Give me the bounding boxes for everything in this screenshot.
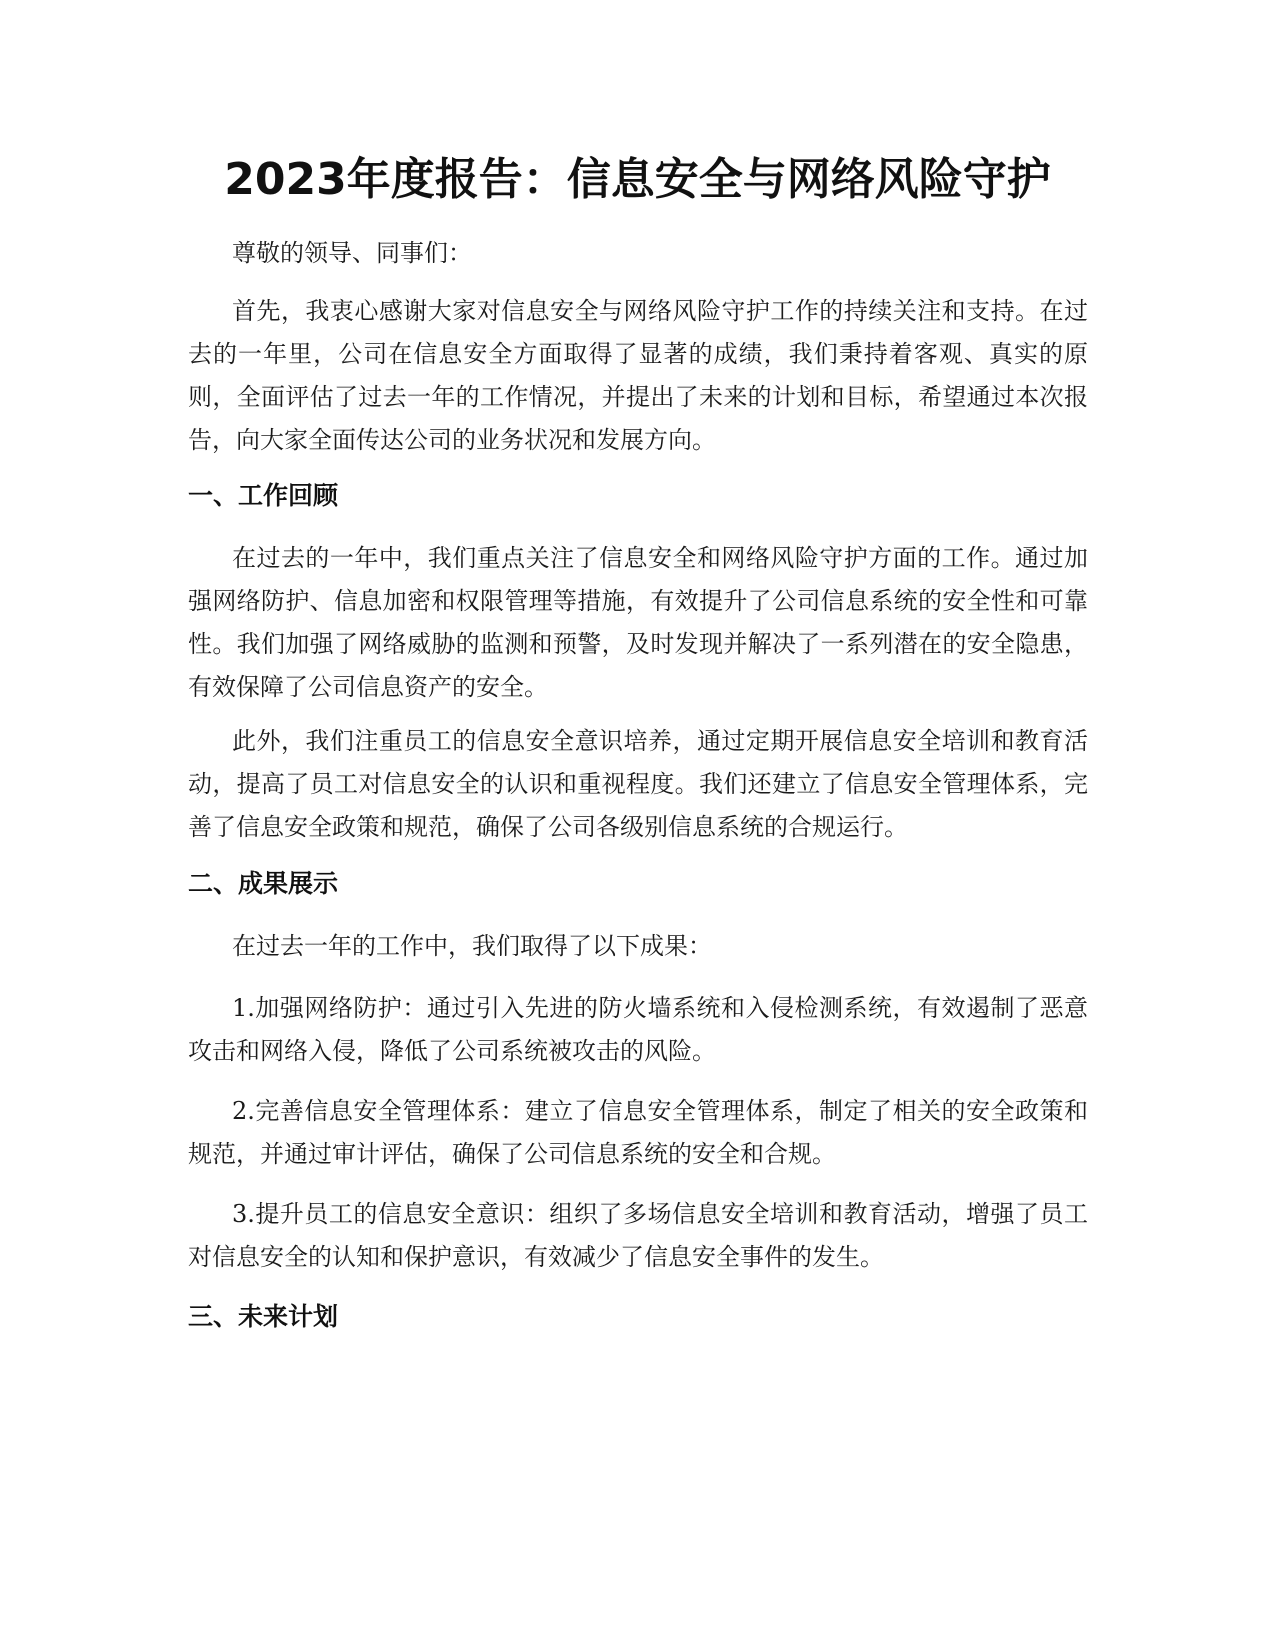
intro-paragraph: 首先，我衷心感谢大家对信息安全与网络风险守护工作的持续关注和支持。在过去的一年里，公司在信息安全方面取得了显著的成绩，我们秉持着客观、真实的原则，全面评估了过去一年的工作情况，并提出了未来的计划和目标，希望通过本次报告，向大家全面传达公司的业务状况和发展方向。 — [188, 297, 1088, 454]
results-item-2: 2.完善信息安全管理体系：建立了信息安全管理体系，制定了相关的安全政策和规范，并通过审计评估，确保了公司信息系统的安全和合规。 — [188, 1097, 1088, 1168]
results-item-3: 3.提升员工的信息安全意识：组织了多场信息安全培训和教育活动，增强了员工对信息安全的认知和保护意识，有效减少了信息安全事件的发生。 — [188, 1200, 1088, 1271]
section-heading-future: 三、未来计划 — [188, 1302, 339, 1331]
results-item-1: 1.加强网络防护：通过引入先进的防火墙系统和入侵检测系统，有效遏制了恶意攻击和网络入侵，降低了公司系统被攻击的风险。 — [188, 994, 1088, 1065]
section-heading-review: 一、工作回顾 — [188, 481, 339, 510]
document-title: 2023年度报告：信息安全与网络风险守护 — [224, 154, 1051, 205]
section-heading-results: 二、成果展示 — [188, 869, 339, 898]
review-paragraph-2: 此外，我们注重员工的信息安全意识培养，通过定期开展信息安全培训和教育活动，提高了员工对信息安全的认识和重视程度。我们还建立了信息安全管理体系，完善了信息安全政策和规范，确保了公司各级别信息系统的合规运行。 — [188, 727, 1088, 841]
greeting-paragraph: 尊敬的领导、同事们： — [232, 239, 472, 267]
review-paragraph-1: 在过去的一年中，我们重点关注了信息安全和网络风险守护方面的工作。通过加强网络防护、信息加密和权限管理等措施，有效提升了公司信息系统的安全性和可靠性。我们加强了网络威胁的监测和预警，及时发现并解决了一系列潜在的安全隐患，有效保障了公司信息资产的安全。 — [188, 544, 1088, 701]
results-lead-paragraph: 在过去一年的工作中，我们取得了以下成果： — [232, 932, 712, 960]
